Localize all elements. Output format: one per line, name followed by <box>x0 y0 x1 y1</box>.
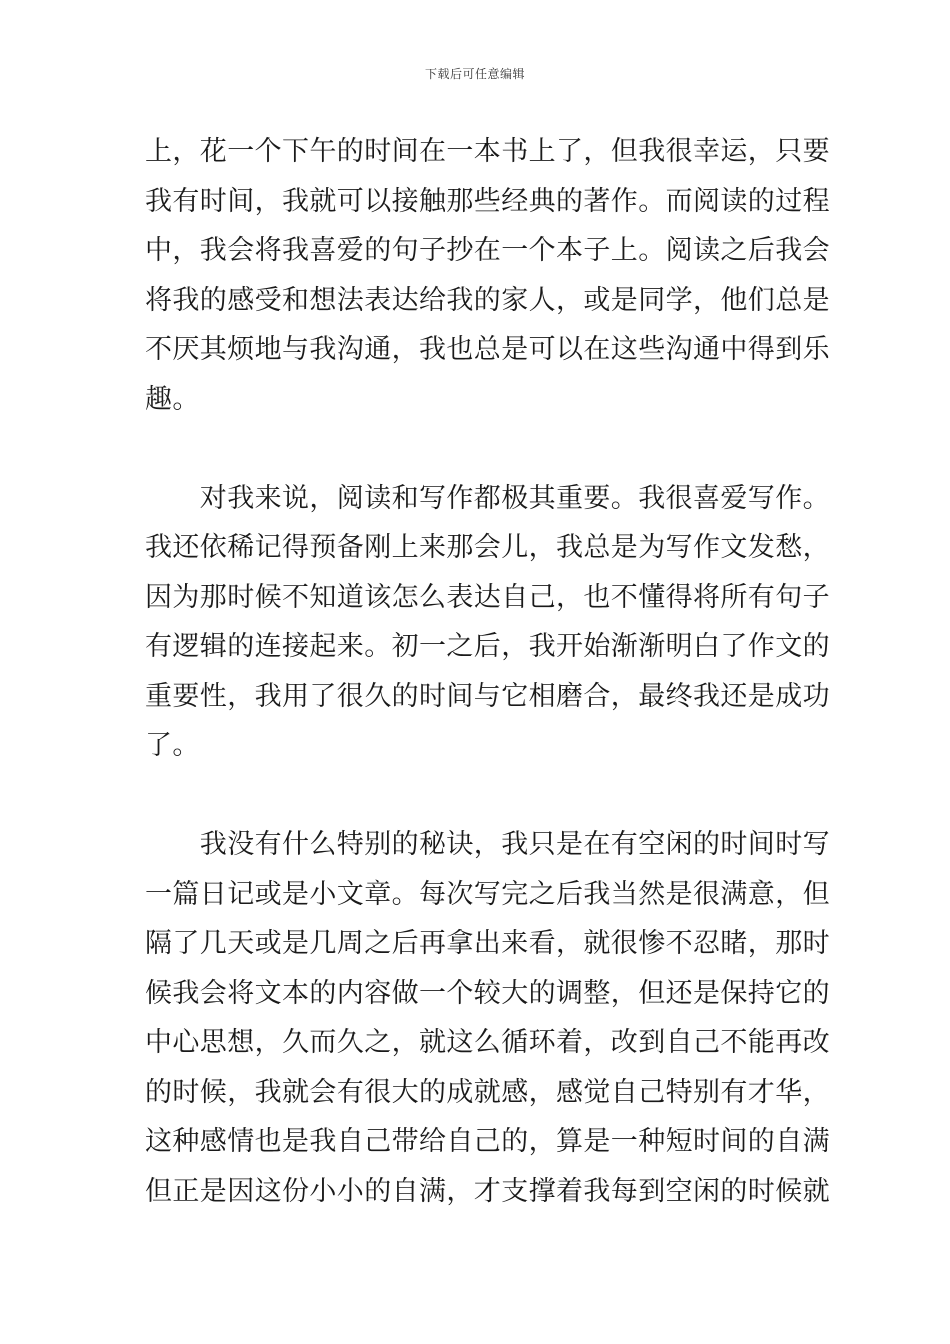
paragraph-spacer <box>145 424 810 474</box>
text-line: 但正是因这份小小的自满，才支撑着我每到空闲的时候就 <box>145 1175 830 1207</box>
text-line: 我有时间，我就可以接触那些经典的著作。而阅读的过程 <box>145 185 830 217</box>
text-line: 中心思想，久而久之，就这么循环着，改到自己不能再改 <box>145 1027 830 1058</box>
paragraph <box>145 820 830 1216</box>
text-line: 的时候，我就会有很大的成就感，感觉自己特别有才华， <box>145 1076 830 1108</box>
text-line: 我还依稀记得预备刚上来那会儿，我总是为写作文发愁， <box>145 532 830 563</box>
text-line: 这种感情也是我自己带给自己的，算是一种短时间的自满 <box>145 1126 830 1157</box>
text-line: 了。 <box>145 730 200 761</box>
text-line: 将我的感受和想法表达给我的家人，或是同学，他们总是 <box>145 284 830 316</box>
text-line: 趣。 <box>145 383 200 415</box>
paragraph <box>145 474 830 771</box>
text-line: 中，我会将我喜爱的句子抄在一个本子上。阅读之后我会 <box>145 235 830 266</box>
text-line: 因为那时候不知道该怎么表达自己，也不懂得将所有句子 <box>145 581 830 613</box>
text-line: 对我来说，阅读和写作都极其重要。我很喜爱写作。 <box>145 482 830 514</box>
text-line: 候我会将文本的内容做一个较大的调整，但还是保持它的 <box>145 977 830 1009</box>
text-line: 有逻辑的连接起来。初一之后，我开始渐渐明白了作文的 <box>145 631 830 662</box>
text-line: 不厌其烦地与我沟通，我也总是可以在这些沟通中得到乐 <box>145 334 830 365</box>
paragraph <box>145 127 830 424</box>
text-line: 一篇日记或是小文章。每次写完之后我当然是很满意，但 <box>145 878 830 910</box>
paragraph-spacer <box>145 771 810 821</box>
text-line: 隔了几天或是几周之后再拿出来看，就很惨不忍睹，那时 <box>145 928 830 959</box>
text-line: 重要性，我用了很久的时间与它相磨合，最终我还是成功 <box>145 680 830 712</box>
page-header: 下载后可任意编辑 <box>424 67 525 81</box>
text-line: 上，花一个下午的时间在一本书上了，但我很幸运，只要 <box>145 136 830 167</box>
body-text <box>145 127 830 1216</box>
text-line: 我没有什么特别的秘诀，我只是在有空闲的时间时写 <box>145 829 830 860</box>
